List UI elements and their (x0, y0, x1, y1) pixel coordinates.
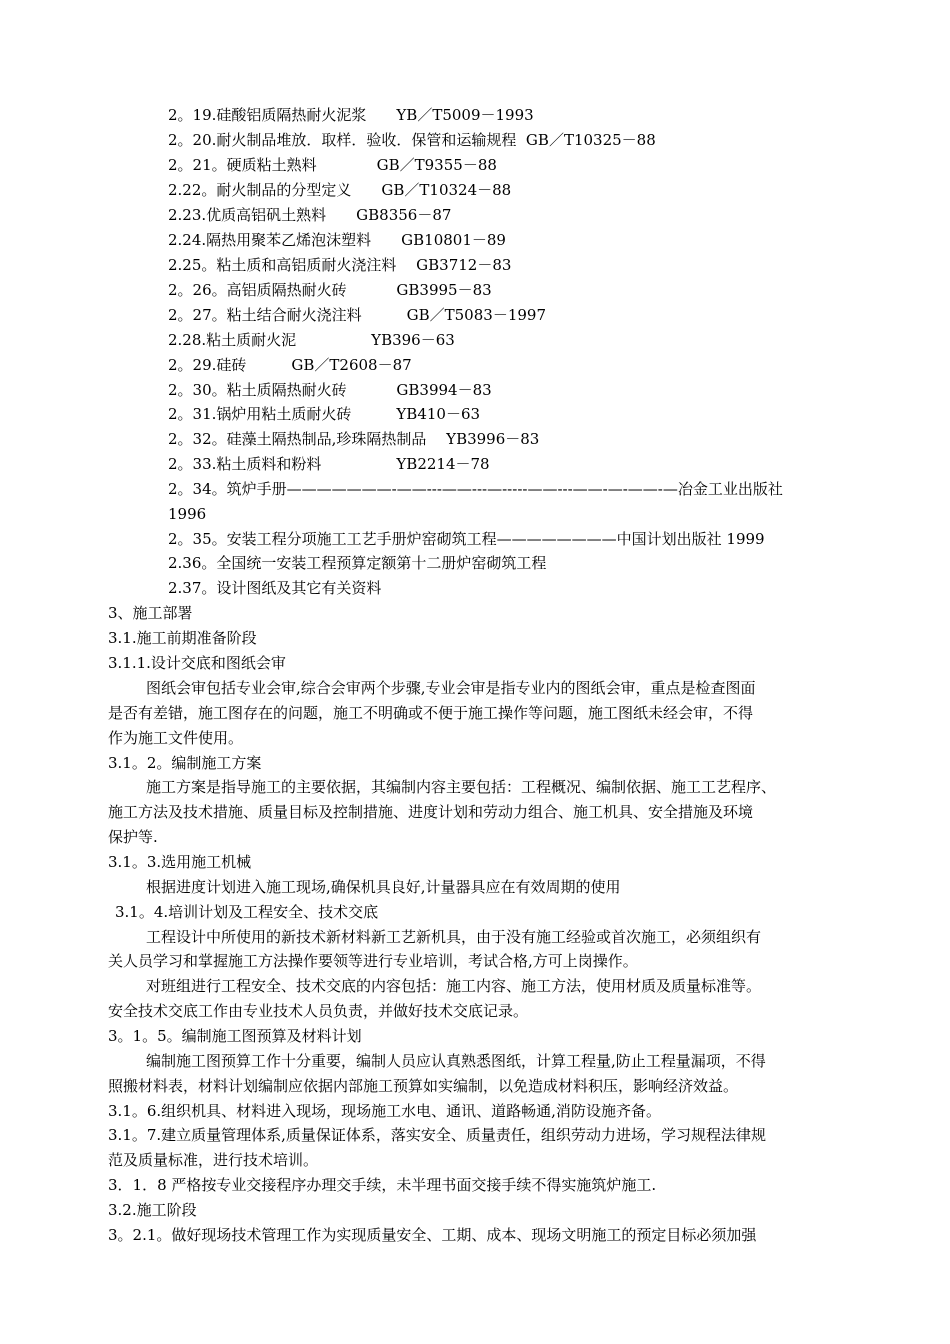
reference-item: 2.37。设计图纸及其它有关资料 (168, 579, 382, 597)
standard-item: 2.24.隔热用聚苯乙烯泡沫塑料 GB10801－89 (168, 231, 506, 249)
standard-item: 2。20.耐火制品堆放．取样．验收．保管和运输规程 GB／T10325－88 (168, 131, 656, 149)
subsection-item: 3.1。7.建立质量管理体系,质量保证体系，落实安全、质量责任，组织劳动力进场，学习规程法律规 (108, 1126, 766, 1144)
subsection-heading: 3.1.1.设计交底和图纸会审 (108, 654, 286, 672)
paragraph-line: 编制施工图预算工作十分重要，编制人员应认真熟悉图纸，计算工程量,防止工程量漏项，不得 (146, 1052, 766, 1070)
subsection-heading: 3.1。2。编制施工方案 (108, 754, 262, 772)
paragraph-line: 施工方案是指导施工的主要依据，其编制内容主要包括：工程概况、编制依据、施工工艺程序、 (146, 778, 777, 796)
subsection-heading: 3.1。4.培训计划及工程安全、技术交底 (115, 903, 379, 921)
paragraph-line: 是否有差错，施工图存在的问题，施工不明确或不便于施工操作等问题，施工图纸未经会审，不得 (108, 704, 754, 722)
paragraph-line: 安全技术交底工作由专业技术人员负责，并做好技术交底记录。 (108, 1002, 529, 1020)
standard-item: 2。31.锅炉用粘土质耐火砖 YB410－63 (168, 405, 481, 423)
standard-item: 2。27。粘土结合耐火浇注料 GB／T5083－1997 (168, 306, 546, 324)
subsection-heading: 3.2.施工阶段 (108, 1201, 197, 1219)
standard-item: 2。33.粘土质料和粉料 YB2214－78 (168, 455, 490, 473)
paragraph-line: 工程设计中所使用的新技术新材料新工艺新机具，由于没有施工经验或首次施工，必须组织有 (146, 928, 762, 946)
paragraph-line: 保护等. (108, 828, 158, 846)
standard-item: 2。19.硅酸铝质隔热耐火泥浆 YB／T5009－1993 (168, 106, 534, 124)
reference-item: 2.36。全国统一安装工程预算定额第十二册炉窑砌筑工程 (168, 554, 547, 572)
subsection-item: 3。2.1。做好现场技术管理工作为实现质量安全、工期、成本、现场文明施工的预定目标必须加强 (108, 1226, 757, 1244)
standard-item: 2。29.硅砖 GB／T2608－87 (168, 356, 412, 374)
standard-item: 2。32。硅藻土隔热制品,珍珠隔热制品 YB3996－83 (168, 430, 540, 448)
paragraph-line: 作为施工文件使用。 (108, 729, 244, 747)
subsection-item: 3．1．8 严格按专业交接程序办理交手续，未半理书面交接手续不得实施筑炉施工. (108, 1176, 657, 1194)
subsection-heading: 3。1。5。编制施工图预算及材料计划 (108, 1027, 362, 1045)
reference-item-continuation: 1996 (168, 505, 207, 523)
subsection-heading: 3.1。3.选用施工机械 (108, 853, 252, 871)
standard-item: 2.28.粘土质耐火泥 YB396－63 (168, 331, 455, 349)
paragraph-line: 对班组进行工程安全、技术交底的内容包括：施工内容、施工方法，使用材质及质量标准等。 (146, 977, 762, 995)
standard-item: 2。26。高铝质隔热耐火砖 GB3995－83 (168, 281, 492, 299)
paragraph-line: 根据进度计划进入施工现场,确保机具良好,计量器具应在有效周期的使用 (146, 878, 621, 896)
standard-item: 2.23.优质高铝矾土熟料 GB8356－87 (168, 206, 452, 224)
subsection-heading: 3.1.施工前期准备阶段 (108, 629, 257, 647)
reference-item: 2。35。安装工程分项施工工艺手册炉窑砌筑工程————————中国计划出版社 1999 (168, 530, 765, 548)
subsection-item: 3.1。6.组织机具、材料进入现场，现场施工水电、通讯、道路畅通,消防设施齐备。 (108, 1102, 661, 1120)
section-heading: 3、施工部署 (108, 604, 193, 622)
paragraph-line: 关人员学习和掌握施工方法操作要领等进行专业培训，考试合格,方可上岗操作。 (108, 952, 638, 970)
reference-item: 2。34。筑炉手册———————-——---——---—-----——---——-—-——-—冶金工业出版社 (168, 480, 783, 498)
paragraph-line: 照搬材料表，材料计划编制应依据内部施工预算如实编制，以免造成材料积压，影响经济效益。 (108, 1077, 739, 1095)
paragraph-line: 图纸会审包括专业会审,综合会审两个步骤,专业会审是指专业内的图纸会审，重点是检查图面 (146, 679, 756, 697)
paragraph-line: 施工方法及技术措施、质量目标及控制措施、进度计划和劳动力组合、施工机具、安全措施及环境 (108, 803, 754, 821)
standard-item: 2.22。耐火制品的分型定义 GB／T10324－88 (168, 181, 512, 199)
paragraph-line: 范及质量标准，进行技术培训。 (108, 1151, 319, 1169)
standard-item: 2.25。粘土质和高铝质耐火浇注料 GB3712－83 (168, 256, 512, 274)
standard-item: 2。30。粘土质隔热耐火砖 GB3994－83 (168, 381, 492, 399)
standard-item: 2。21。硬质粘土熟料 GB／T9355－88 (168, 156, 497, 174)
